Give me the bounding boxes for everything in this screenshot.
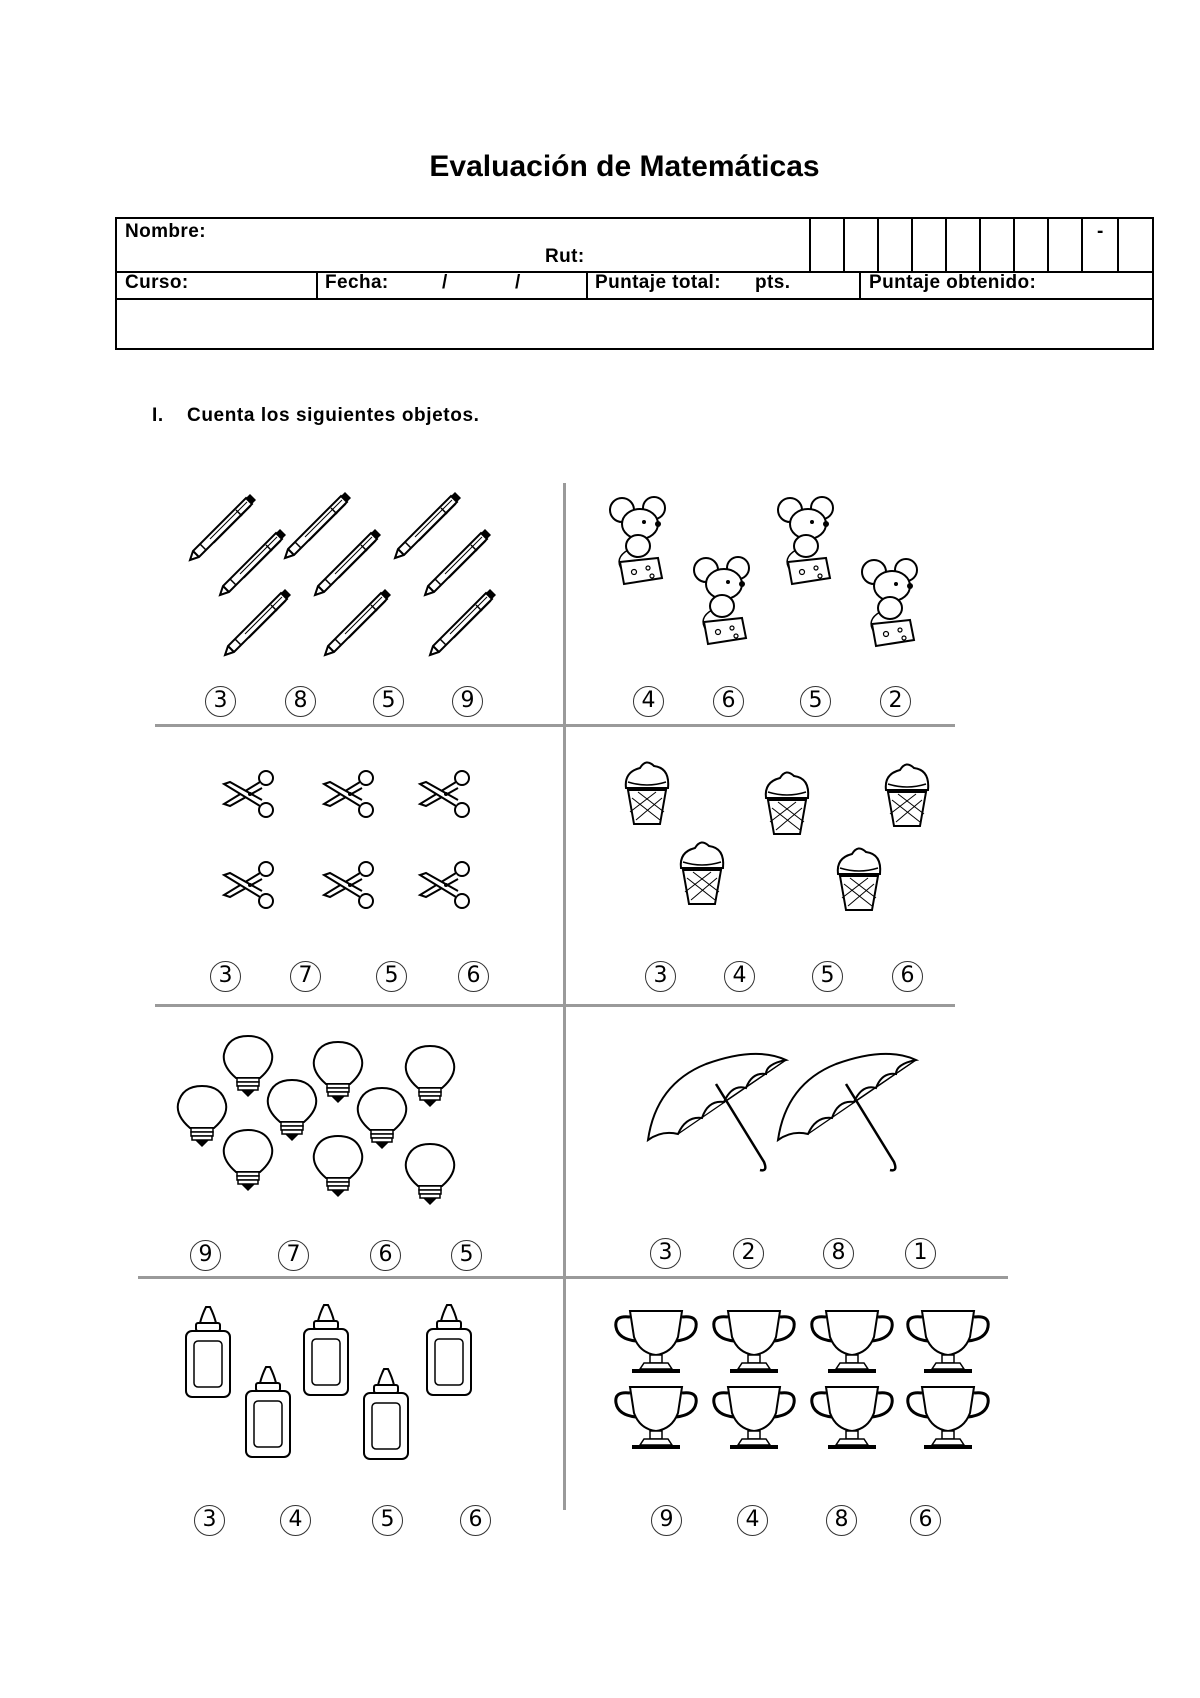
rut-digit-box[interactable]	[877, 219, 879, 271]
exercise-light-bulbs	[170, 1030, 510, 1270]
section-number: I.	[152, 405, 164, 426]
answer-option[interactable]: 5	[376, 961, 407, 992]
answer-option[interactable]: 6	[370, 1240, 401, 1271]
answer-option[interactable]: 6	[458, 961, 489, 992]
answer-option[interactable]: 5	[372, 1505, 403, 1536]
trophy-icon	[610, 1305, 1010, 1475]
horizontal-divider	[138, 1276, 1008, 1279]
exercise-pencils	[180, 490, 510, 720]
fecha-separator: /	[515, 272, 521, 293]
rut-label: Rut:	[545, 246, 585, 267]
section-heading	[152, 405, 480, 427]
curso-label: Curso:	[125, 272, 189, 293]
answer-option[interactable]: 5	[451, 1240, 482, 1271]
exercise-umbrellas	[640, 1040, 960, 1270]
puntaje-total-label: Puntaje total:	[595, 272, 721, 293]
answer-option[interactable]: 6	[910, 1505, 941, 1536]
answer-option[interactable]: 2	[880, 686, 911, 717]
rut-digit-box[interactable]	[809, 219, 811, 271]
section-instruction: Cuenta los siguientes objetos.	[187, 405, 480, 426]
header-row-name	[117, 219, 1152, 273]
puntaje-obtenido-label: Puntaje obtenido:	[869, 272, 1037, 293]
score-field[interactable]	[117, 298, 1152, 348]
answer-option[interactable]: 3	[194, 1505, 225, 1536]
rut-digit-box[interactable]	[843, 219, 845, 271]
answer-option[interactable]: 4	[633, 686, 664, 717]
horizontal-divider	[155, 1004, 955, 1007]
answer-option[interactable]: 8	[285, 686, 316, 717]
horizontal-divider	[155, 724, 955, 727]
answer-option[interactable]: 7	[278, 1240, 309, 1271]
cell-divider	[859, 271, 861, 298]
answer-option[interactable]: 9	[452, 686, 483, 717]
answer-option[interactable]: 5	[812, 961, 843, 992]
answer-option[interactable]: 8	[823, 1238, 854, 1269]
rut-verifier-box[interactable]	[1117, 219, 1119, 271]
answer-option[interactable]: 7	[290, 961, 321, 992]
page-title: Evaluación de Matemáticas	[429, 150, 820, 183]
exercise-glue-bottles	[180, 1305, 510, 1545]
answer-option[interactable]: 4	[737, 1505, 768, 1536]
rut-digit-box[interactable]	[945, 219, 947, 271]
exercise-mice	[600, 490, 940, 720]
exercise-trophies	[610, 1305, 1010, 1545]
answer-option[interactable]: 2	[733, 1238, 764, 1269]
answer-option[interactable]: 6	[460, 1505, 491, 1536]
pencil-icon	[180, 490, 510, 660]
fecha-label: Fecha:	[325, 272, 389, 293]
answer-option[interactable]: 9	[190, 1240, 221, 1271]
answer-option[interactable]: 3	[645, 961, 676, 992]
answer-option[interactable]: 3	[205, 686, 236, 717]
scissors-icon	[180, 765, 510, 905]
rut-digit-box[interactable]	[911, 219, 913, 271]
rut-digit-box[interactable]	[979, 219, 981, 271]
glue-bottle-icon	[180, 1305, 510, 1475]
cell-divider	[586, 271, 588, 298]
rut-digit-box[interactable]	[1013, 219, 1015, 271]
rut-digit-box[interactable]	[1047, 219, 1049, 271]
mouse-icon	[600, 490, 940, 670]
header-row-details	[117, 271, 1152, 300]
answer-option[interactable]: 5	[373, 686, 404, 717]
exercise-ice-creams	[600, 748, 940, 998]
nombre-label: Nombre:	[125, 221, 206, 242]
exercise-scissors	[180, 765, 510, 995]
answer-option[interactable]: 4	[724, 961, 755, 992]
vertical-divider	[563, 483, 566, 1510]
answer-option[interactable]: 4	[280, 1505, 311, 1536]
answer-option[interactable]: 3	[210, 961, 241, 992]
rut-dash: -	[1097, 221, 1104, 242]
umbrella-icon	[640, 1040, 960, 1190]
answer-option[interactable]: 5	[800, 686, 831, 717]
fecha-separator: /	[442, 272, 448, 293]
answer-option[interactable]: 8	[826, 1505, 857, 1536]
answer-option[interactable]: 6	[892, 961, 923, 992]
answer-option[interactable]: 9	[651, 1505, 682, 1536]
cell-divider	[316, 271, 318, 298]
ice-cream-icon	[600, 748, 940, 948]
answer-option[interactable]: 6	[713, 686, 744, 717]
answer-option[interactable]: 1	[905, 1238, 936, 1269]
puntaje-total-unit: pts.	[755, 272, 791, 293]
light-bulb-icon	[170, 1030, 510, 1215]
student-info-table	[115, 217, 1154, 350]
answer-option[interactable]: 3	[650, 1238, 681, 1269]
rut-digit-box[interactable]	[1081, 219, 1083, 271]
